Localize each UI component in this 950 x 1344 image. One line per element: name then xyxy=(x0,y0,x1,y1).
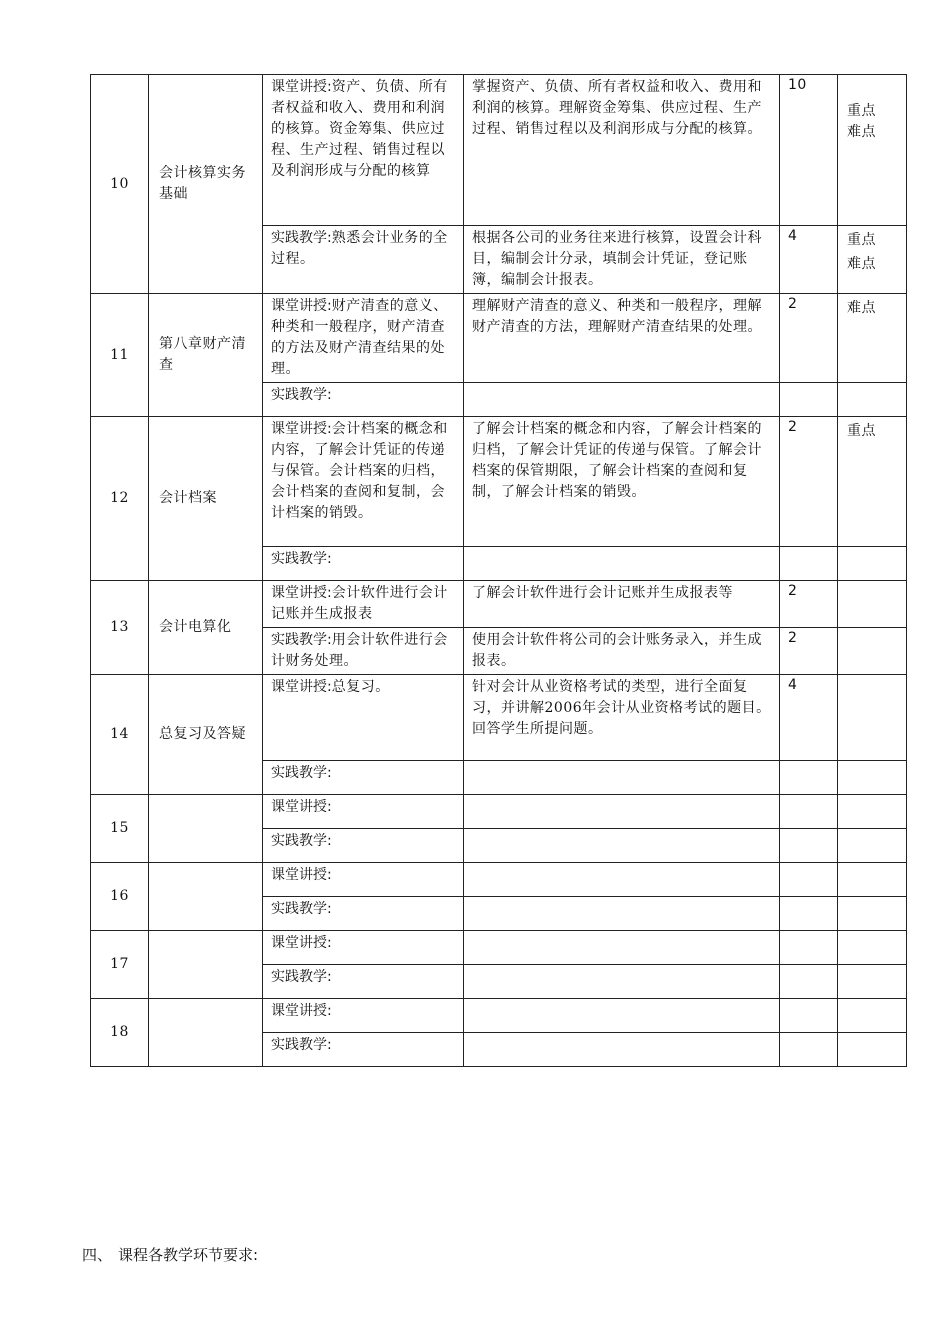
lecture-hours: 4 xyxy=(780,675,838,761)
lecture-cell xyxy=(263,675,464,761)
week-number: 18 xyxy=(91,999,149,1067)
lecture-tag xyxy=(838,675,907,761)
lecture-label: 课堂讲授: xyxy=(271,935,332,951)
lecture-hours xyxy=(780,999,838,1033)
practice-label: 实践教学: xyxy=(271,1037,332,1053)
section-number: 四、 xyxy=(82,1246,113,1264)
table-row xyxy=(91,294,907,383)
practice-label: 实践教学: xyxy=(271,969,332,985)
table-row xyxy=(91,75,907,226)
practice-objective xyxy=(464,965,780,999)
lecture-tag: 重点 难点 xyxy=(838,75,907,226)
lecture-content: 会计档案的概念和内容，了解会计凭证的传递与保管。会计档案的归档，会计档案的查阅和复制，会计档案的销毁。 xyxy=(271,421,448,521)
lecture-content: 总复习。 xyxy=(331,679,390,695)
lecture-objective: 了解会计软件进行会计记账并生成报表等 xyxy=(464,581,780,628)
lecture-cell xyxy=(263,294,464,383)
practice-cell xyxy=(263,965,464,999)
lecture-tag xyxy=(838,999,907,1033)
practice-hours xyxy=(780,965,838,999)
lecture-tag xyxy=(838,795,907,829)
week-number: 13 xyxy=(91,581,149,675)
lecture-cell xyxy=(263,931,464,965)
lecture-tag xyxy=(838,863,907,897)
section-heading xyxy=(82,1244,264,1265)
chapter-title: 会计核算实务基础 xyxy=(149,75,263,294)
lecture-label: 课堂讲授: xyxy=(271,298,332,314)
lecture-label: 课堂讲授: xyxy=(271,867,332,883)
practice-tag xyxy=(838,383,907,417)
practice-tag xyxy=(838,547,907,581)
practice-tag xyxy=(838,1033,907,1067)
lecture-tag xyxy=(838,931,907,965)
lecture-objective: 针对会计从业资格考试的类型，进行全面复习，并讲解2006年会计从业资格考试的题目。回答学生所提问题。 xyxy=(464,675,780,761)
practice-cell xyxy=(263,226,464,294)
lecture-content: 财产清查的意义、种类和一般程序，财产清查的方法及财产清查结果的处理。 xyxy=(271,298,448,377)
lecture-hours: 2 xyxy=(780,581,838,628)
practice-objective: 根据各公司的业务往来进行核算，设置会计科目，编制会计分录，填制会计凭证，登记账簿，编制会计报表。 xyxy=(464,226,780,294)
table-row xyxy=(91,999,907,1033)
practice-content: 熟悉会计业务的全过程。 xyxy=(271,230,448,267)
chapter-title xyxy=(149,999,263,1067)
lecture-tag xyxy=(838,581,907,628)
lecture-label: 课堂讲授: xyxy=(271,421,332,437)
lecture-objective xyxy=(464,999,780,1033)
practice-label: 实践教学: xyxy=(271,765,332,781)
lecture-content: 会计软件进行会计记账并生成报表 xyxy=(271,585,448,622)
lecture-hours: 2 xyxy=(780,417,838,547)
schedule-body xyxy=(91,75,907,1067)
lecture-label: 课堂讲授: xyxy=(271,585,332,601)
chapter-title: 会计电算化 xyxy=(149,581,263,675)
week-number: 10 xyxy=(91,75,149,294)
teaching-schedule-table xyxy=(90,74,907,1067)
practice-tag: 重点 难点 xyxy=(838,226,907,294)
practice-objective xyxy=(464,1033,780,1067)
lecture-objective: 掌握资产、负债、所有者权益和收入、费用和利润的核算。理解资金筹集、供应过程、生产过程、销售过程以及利润形成与分配的核算。 xyxy=(464,75,780,226)
practice-hours: 2 xyxy=(780,628,838,675)
practice-label: 实践教学: xyxy=(271,833,332,849)
lecture-cell xyxy=(263,75,464,226)
practice-tag xyxy=(838,965,907,999)
practice-hours xyxy=(780,761,838,795)
practice-hours xyxy=(780,1033,838,1067)
practice-label: 实践教学: xyxy=(271,387,332,403)
lecture-hours xyxy=(780,931,838,965)
lecture-objective xyxy=(464,863,780,897)
lecture-objective xyxy=(464,795,780,829)
practice-label: 实践教学: xyxy=(271,901,332,917)
lecture-content: 资产、负债、所有者权益和收入、费用和利润的核算。资金筹集、供应过程、生产过程、销售过程以及利润形成与分配的核算 xyxy=(271,79,448,179)
week-number: 11 xyxy=(91,294,149,417)
practice-hours xyxy=(780,383,838,417)
lecture-tag: 难点 xyxy=(838,294,907,383)
practice-tag xyxy=(838,897,907,931)
chapter-title: 会计档案 xyxy=(149,417,263,581)
practice-cell xyxy=(263,897,464,931)
week-number: 15 xyxy=(91,795,149,863)
practice-cell xyxy=(263,628,464,675)
lecture-cell xyxy=(263,863,464,897)
practice-label: 实践教学: xyxy=(271,632,332,648)
chapter-title xyxy=(149,863,263,931)
practice-hours: 4 xyxy=(780,226,838,294)
lecture-label: 课堂讲授: xyxy=(271,1003,332,1019)
practice-tag xyxy=(838,829,907,863)
lecture-objective xyxy=(464,931,780,965)
section-title: 课程各教学环节要求: xyxy=(118,1246,259,1264)
week-number: 12 xyxy=(91,417,149,581)
week-number: 14 xyxy=(91,675,149,795)
table-row xyxy=(91,581,907,628)
practice-cell xyxy=(263,829,464,863)
practice-cell xyxy=(263,383,464,417)
lecture-label: 课堂讲授: xyxy=(271,679,332,695)
table-row xyxy=(91,795,907,829)
table-row xyxy=(91,931,907,965)
practice-content: 用会计软件进行会计财务处理。 xyxy=(271,632,448,669)
chapter-title: 总复习及答疑 xyxy=(149,675,263,795)
practice-objective xyxy=(464,897,780,931)
lecture-cell xyxy=(263,417,464,547)
lecture-label: 课堂讲授: xyxy=(271,799,332,815)
practice-objective xyxy=(464,547,780,581)
practice-hours xyxy=(780,829,838,863)
lecture-cell xyxy=(263,795,464,829)
week-number: 16 xyxy=(91,863,149,931)
lecture-tag: 重点 xyxy=(838,417,907,547)
lecture-hours: 10 xyxy=(780,75,838,226)
chapter-title xyxy=(149,931,263,999)
lecture-objective: 理解财产清查的意义、种类和一般程序，理解财产清查的方法，理解财产清查结果的处理。 xyxy=(464,294,780,383)
practice-hours xyxy=(780,897,838,931)
chapter-title: 第八章财产清查 xyxy=(149,294,263,417)
practice-hours xyxy=(780,547,838,581)
practice-cell xyxy=(263,547,464,581)
lecture-hours xyxy=(780,863,838,897)
practice-objective xyxy=(464,383,780,417)
lecture-hours xyxy=(780,795,838,829)
practice-cell xyxy=(263,761,464,795)
lecture-objective: 了解会计档案的概念和内容，了解会计档案的归档，了解会计凭证的传递与保管。了解会计档案的保管期限，了解会计档案的查阅和复制，了解会计档案的销毁。 xyxy=(464,417,780,547)
week-number: 17 xyxy=(91,931,149,999)
lecture-label: 课堂讲授: xyxy=(271,79,332,95)
practice-tag xyxy=(838,628,907,675)
practice-cell xyxy=(263,1033,464,1067)
practice-tag xyxy=(838,761,907,795)
practice-objective xyxy=(464,829,780,863)
lecture-cell xyxy=(263,581,464,628)
chapter-title xyxy=(149,795,263,863)
table-row xyxy=(91,417,907,547)
lecture-cell xyxy=(263,999,464,1033)
practice-objective xyxy=(464,761,780,795)
lecture-hours: 2 xyxy=(780,294,838,383)
table-row xyxy=(91,675,907,761)
practice-objective: 使用会计软件将公司的会计账务录入，并生成报表。 xyxy=(464,628,780,675)
table-row xyxy=(91,863,907,897)
practice-label: 实践教学: xyxy=(271,230,332,246)
practice-label: 实践教学: xyxy=(271,551,332,567)
